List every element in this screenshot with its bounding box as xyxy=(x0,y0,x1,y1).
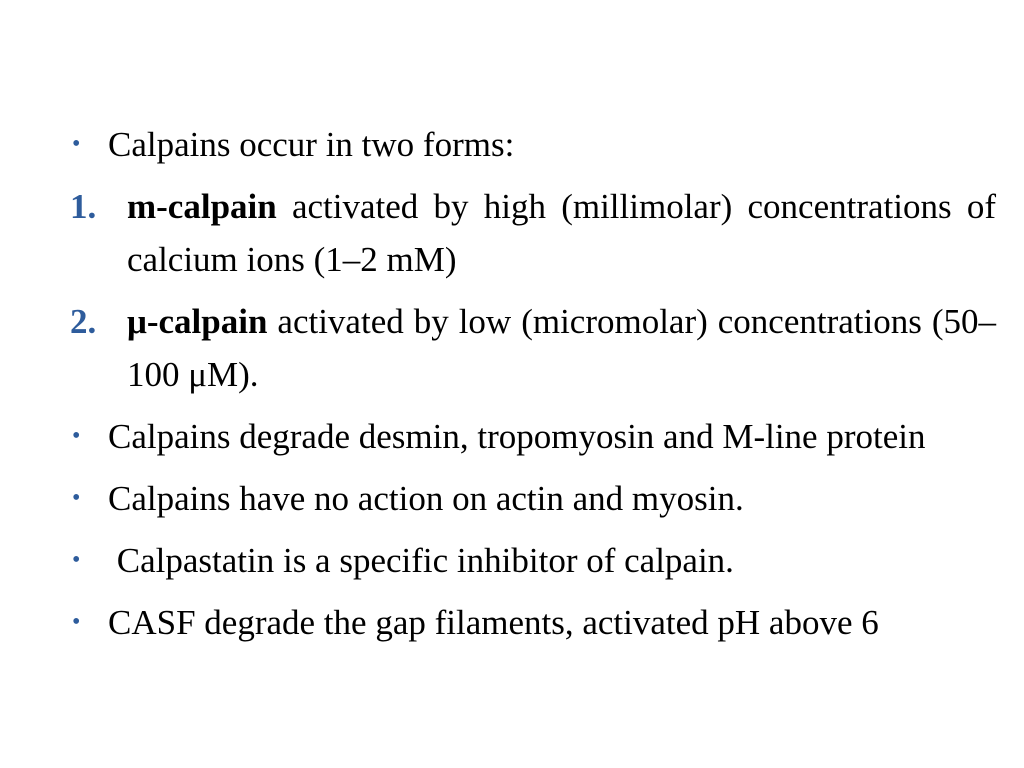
list-item-text: activated by high (millimolar) concentrations of calcium ions (1–2 mM) xyxy=(127,187,996,279)
list-item-term: m-calpain xyxy=(127,187,277,226)
list-item xyxy=(70,118,996,171)
list-item xyxy=(70,596,996,649)
bullet-icon: • xyxy=(72,423,81,449)
list-item-text: Calpastatin is a specific inhibitor of calpain. xyxy=(108,541,734,580)
bullet-icon: • xyxy=(72,131,81,157)
list-number: 2. xyxy=(70,302,97,341)
list-item-text: CASF degrade the gap filaments, activated pH above 6 xyxy=(108,603,879,642)
list-item-text: Calpains degrade desmin, tropomyosin and M-line protein xyxy=(108,417,926,456)
list-item xyxy=(70,472,996,525)
bullet-icon: • xyxy=(72,609,81,635)
list-item-text: Calpains have no action on actin and myosin. xyxy=(108,479,744,518)
list-item xyxy=(70,295,996,401)
bullet-icon: • xyxy=(72,485,81,511)
list-item-text: Calpains occur in two forms: xyxy=(108,125,515,164)
list-item-text: activated by low (micromolar) concentrations (50–100 μM). xyxy=(127,302,996,394)
bullet-list xyxy=(70,118,996,658)
list-item xyxy=(70,180,996,286)
bullet-icon: • xyxy=(72,547,81,573)
list-item-term: μ-calpain xyxy=(127,302,268,341)
list-number: 1. xyxy=(70,187,97,226)
list-item xyxy=(70,534,996,587)
list-item xyxy=(70,410,996,463)
